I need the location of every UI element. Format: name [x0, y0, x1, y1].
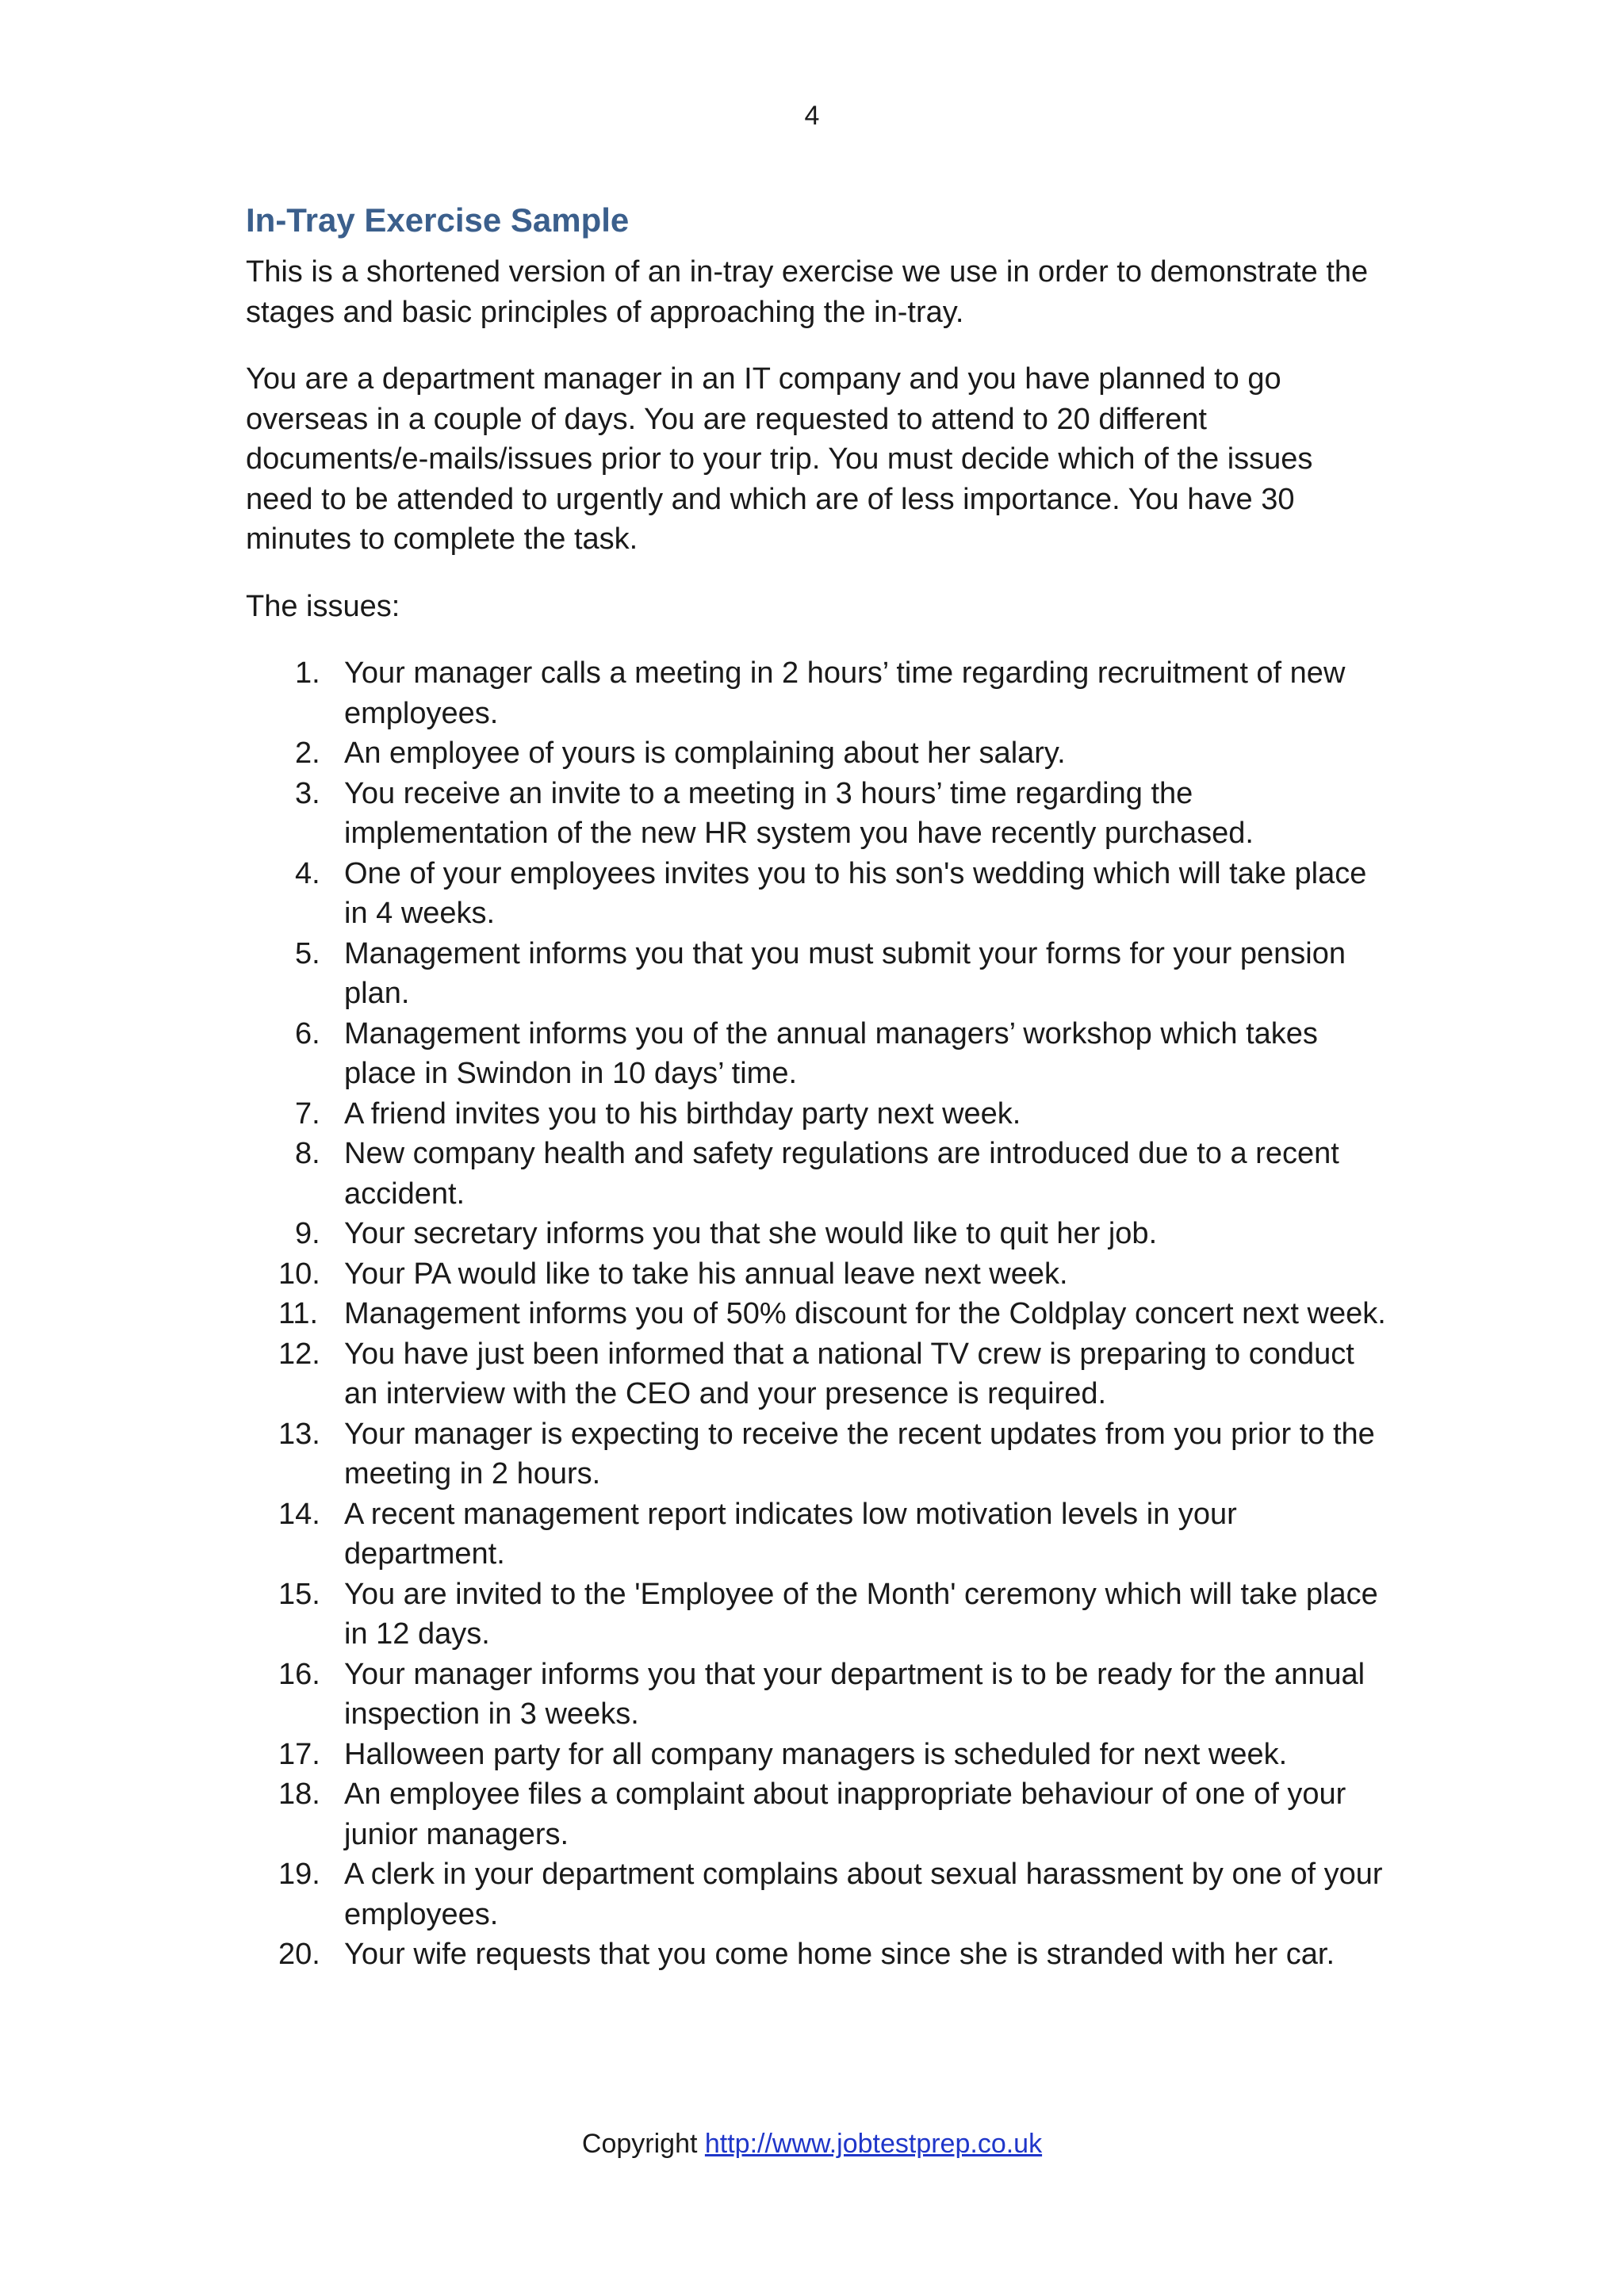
issue-number: 11. [278, 1297, 319, 1330]
issue-text: Management informs you of 50% discount for the Coldplay concert next week. [344, 1297, 1386, 1330]
issue-item [246, 1094, 1388, 1135]
issue-number: 6. [295, 1016, 320, 1050]
issue-number: 8. [295, 1137, 320, 1170]
issue-text: Management informs you of the annual managers’ workshop which takes place in Swindon in 10 days’ time. [344, 1016, 1318, 1090]
issue-text: A clerk in your department complains about sexual harassment by one of your employees. [344, 1858, 1383, 1931]
issue-number: 2. [295, 737, 320, 770]
issue-number: 4. [295, 856, 320, 890]
issue-number: 14. [278, 1497, 320, 1531]
page-number: 4 [804, 101, 820, 131]
issue-item [246, 1494, 1388, 1575]
section-title: In-Tray Exercise Sample [246, 201, 630, 239]
issue-text: A friend invites you to his birthday party next week. [344, 1096, 1021, 1131]
issue-number: 5. [295, 936, 320, 970]
copyright-label: Copyright [581, 2129, 698, 2159]
issue-text: One of your employees invites you to his son's wedding which will take place in 4 weeks. [344, 856, 1367, 930]
scenario-paragraph: You are a department manager in an IT company and you have planned to go overseas in a couple of days. You are requested to attend to 20 different documents/e-mails/issues prior to your trip. You must decide which of the issues need to be attended to urgently and which are of less importance. You have 30 minutes to complete the task. [246, 362, 1313, 556]
issue-number: 17. [278, 1737, 320, 1771]
issue-number: 16. [278, 1657, 320, 1691]
issue-number: 15. [278, 1577, 320, 1611]
issue-item [246, 1214, 1388, 1254]
issue-item [246, 1774, 1388, 1854]
issue-text: Your wife requests that you come home since she is stranded with her car. [344, 1938, 1335, 1971]
issue-number: 12. [278, 1337, 320, 1371]
issue-number: 13. [278, 1417, 320, 1451]
issue-item [246, 1014, 1388, 1094]
issue-text: Your secretary informs you that she would like to quit her job. [344, 1217, 1158, 1250]
issue-item [246, 1655, 1388, 1735]
issue-text: Your PA would like to take his annual leave next week. [344, 1257, 1068, 1291]
issue-text: Halloween party for all company managers is scheduled for next week. [344, 1737, 1288, 1771]
intro-paragraph: This is a shortened version of an in-tray exercise we use in order to demonstrate the stages and basic principles of approaching the in-tray. [246, 255, 1369, 329]
issue-text: You receive an invite to a meeting in 3 hours’ time regarding the implementation of the new HR system you have recently purchased. [344, 776, 1254, 850]
issue-text: You are invited to the 'Employee of the Month' ceremony which will take place in 12 days. [344, 1577, 1378, 1651]
issue-number: 7. [295, 1096, 320, 1131]
issues-label: The issues: [246, 589, 400, 623]
issue-item [246, 1414, 1388, 1494]
issue-text: An employee files a complaint about inappropriate behaviour of one of your junior managers. [344, 1777, 1346, 1851]
issue-item [246, 1934, 1388, 1975]
issue-item [246, 854, 1388, 934]
issue-text: An employee of yours is complaining about her salary. [344, 737, 1066, 770]
issue-text: Management informs you that you must submit your forms for your pension plan. [344, 936, 1346, 1010]
document-body [246, 198, 1388, 1975]
issue-item [246, 1294, 1388, 1334]
issue-number: 10. [278, 1257, 320, 1291]
issue-item [246, 934, 1388, 1014]
issue-item [246, 774, 1388, 854]
issue-list [246, 653, 1388, 1975]
issue-item [246, 653, 1388, 733]
issue-item [246, 733, 1388, 774]
issue-text: New company health and safety regulations are introduced due to a recent accident. [344, 1137, 1339, 1211]
website-link[interactable]: http://www.jobtestprep.co.uk [704, 2129, 1043, 2159]
issue-item [246, 1254, 1388, 1295]
issue-item [246, 1854, 1388, 1934]
issue-text: A recent management report indicates low motivation levels in your department. [344, 1497, 1237, 1571]
issue-number: 20. [278, 1938, 320, 1971]
issue-number: 18. [278, 1777, 320, 1811]
issue-number: 1. [295, 656, 320, 690]
issue-number: 19. [278, 1858, 320, 1891]
issue-item [246, 1134, 1388, 1214]
issue-text: Your manager informs you that your department is to be ready for the annual inspection in 3 weeks. [344, 1657, 1365, 1731]
issue-text: You have just been informed that a national TV crew is preparing to conduct an interview with the CEO and your presence is required. [344, 1337, 1354, 1410]
issue-text: Your manager is expecting to receive the recent updates from you prior to the meeting in 2 hours. [344, 1417, 1375, 1490]
issue-text: Your manager calls a meeting in 2 hours’ time regarding recruitment of new employees. [344, 656, 1346, 730]
issue-item [246, 1575, 1388, 1655]
issue-item [246, 1735, 1388, 1775]
issue-number: 9. [295, 1217, 320, 1250]
footer [0, 2126, 1624, 2161]
issue-item [246, 1334, 1388, 1414]
issue-number: 3. [295, 776, 320, 810]
